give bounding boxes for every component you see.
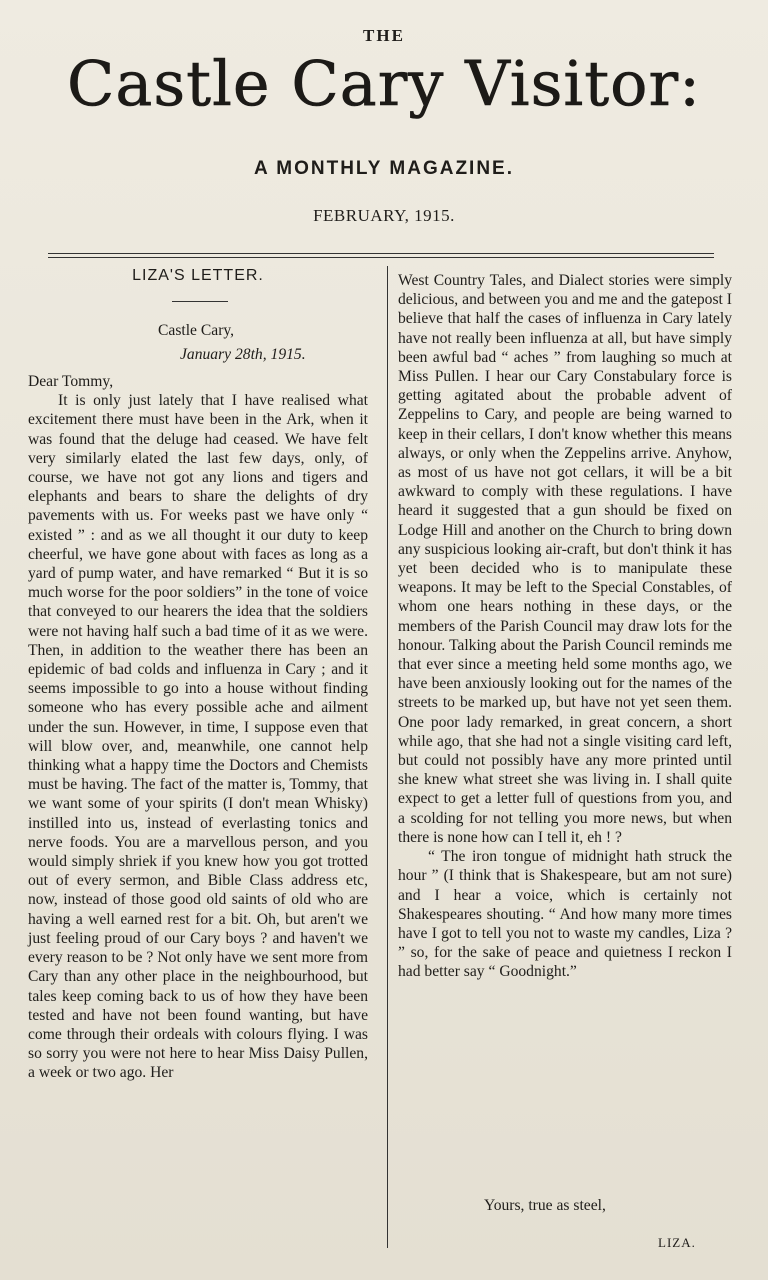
letter-signature: LIZA. <box>658 1235 696 1250</box>
magazine-subtitle: A MONTHLY MAGAZINE. <box>253 158 515 179</box>
column-divider <box>387 266 388 1248</box>
letter-date: January 28th, 1915. <box>180 346 306 363</box>
right-column <box>398 271 732 982</box>
letter-paragraph-3: “ The iron tongue of midnight hath struck the hour ” (I think that is Shakespeare, but am not sure) and I hear a voice, which is certainly not Shakespeares shouting. “ And how many more times have I got to tell you not to waste my candles, Liza ? ” so, for the sake of peace and quietness I reckon I had better say “ Goodnight.” <box>398 848 732 981</box>
left-column <box>28 372 368 1083</box>
heading-divider <box>172 301 228 302</box>
masthead-title: Castle Cary Visitor: <box>66 47 702 120</box>
letter-place: Castle Cary, <box>158 322 235 339</box>
salutation: Dear Tommy, <box>28 373 114 390</box>
header-rule-bottom <box>48 257 714 258</box>
letter-paragraph-2: West Country Tales, and Dialect stories were simply delicious, and between you and me and the gatepost I believe that half the cases of influenza in Cary lately have not really been influenza at all, but have simply been awful bad “ aches ” from laughing so much at Miss Pullen. I hear our Cary Constabulary force is getting agitated about the probable advent of Zeppelins to Cary, and people are being warned to keep in their cellars, I don't know whether this means always, or only when the Zeppelins arrive. Anyhow, as most of us have not got cellars, it will be a bit awkward to comply with these regulations. I have heard it suggested that a gun should be fixed on Lodge Hill and another on the Church to bring down any suspicious looking air-craft, but don't think it has yet been decided who is to manipulate these weapons. It may be left to the Special Constables, of whom one hears nothing in these days, or the members of the Parish Council may draw lots for the honour. Talking about the Parish Council reminds me that ever since a meeting held some months ago, we have been anxiously looking out for the names of the streets to be marked up, but have not yet seen them. One poor lady remarked, in great concern, a short while ago, that she had not a single visiting card left, but could not possibly have any more printed until she knew what street she was living in. I shall quite expect to get a letter full of questions from you, and a scolding for not telling you more news, but when there is none how can I tell it, eh ! ? <box>398 272 732 846</box>
letter-paragraph-1: It is only just lately that I have realised what excitement there must have been in the Ark, when it was found that the deluge had ceased. We have felt very similarly elated the last few days, only, of course, we have not got any lions and tigers and elephants and bears to share the delights of dry pavements with us. For weeks past we have only “ existed ” : and as we all thought it our duty to keep cheerful, we have gone about with faces as long as a yard of pump water, and have remarked “ But it is so much worse for the poor soldiers” in the tone of voice that conveyed to our hearers the idea that the soldiers were not having half such a bad time of it as we were. Then, in addition to the weather there has been an epidemic of bad colds and influenza in Cary ; and it seems impossible to go into a house without finding someone who has every possible ache and ailment under the sun. However, in time, I suppose even that will blow over, and, meanwhile, one cannot help thinking what a happy time the Doctors and Chemists must be having. The fact of the matter is, Tommy, that we want some of your spirits (I don't mean Whisky) instilled into us, instead of everlasting tonics and nerve foods. You are a marvellous person, and you would simply shriek if you knew how you got trotted out of every sermon, and Bible Class address etc, now, instead of those good old saints of old who are having a well earned rest for a bit. Oh, but aren't we just feeling proud of our Cary boys ? and haven't we every reason to be ? Not only have we sent more from Cary than any other place in the neighbourhood, but tales keep coming back to us of how they have been tested and have not been found wanting, but have come through their ordeals with colours flying. I was so sorry you were not here to hear Miss Daisy Pullen, a week or two ago. Her <box>28 392 368 1082</box>
letter-closing: Yours, true as steel, <box>484 1197 606 1214</box>
article-heading: LIZA'S LETTER. <box>132 267 264 284</box>
masthead-the: THE <box>363 26 405 45</box>
issue-date: FEBRUARY, 1915. <box>313 206 455 225</box>
header-rule-top <box>48 253 714 254</box>
